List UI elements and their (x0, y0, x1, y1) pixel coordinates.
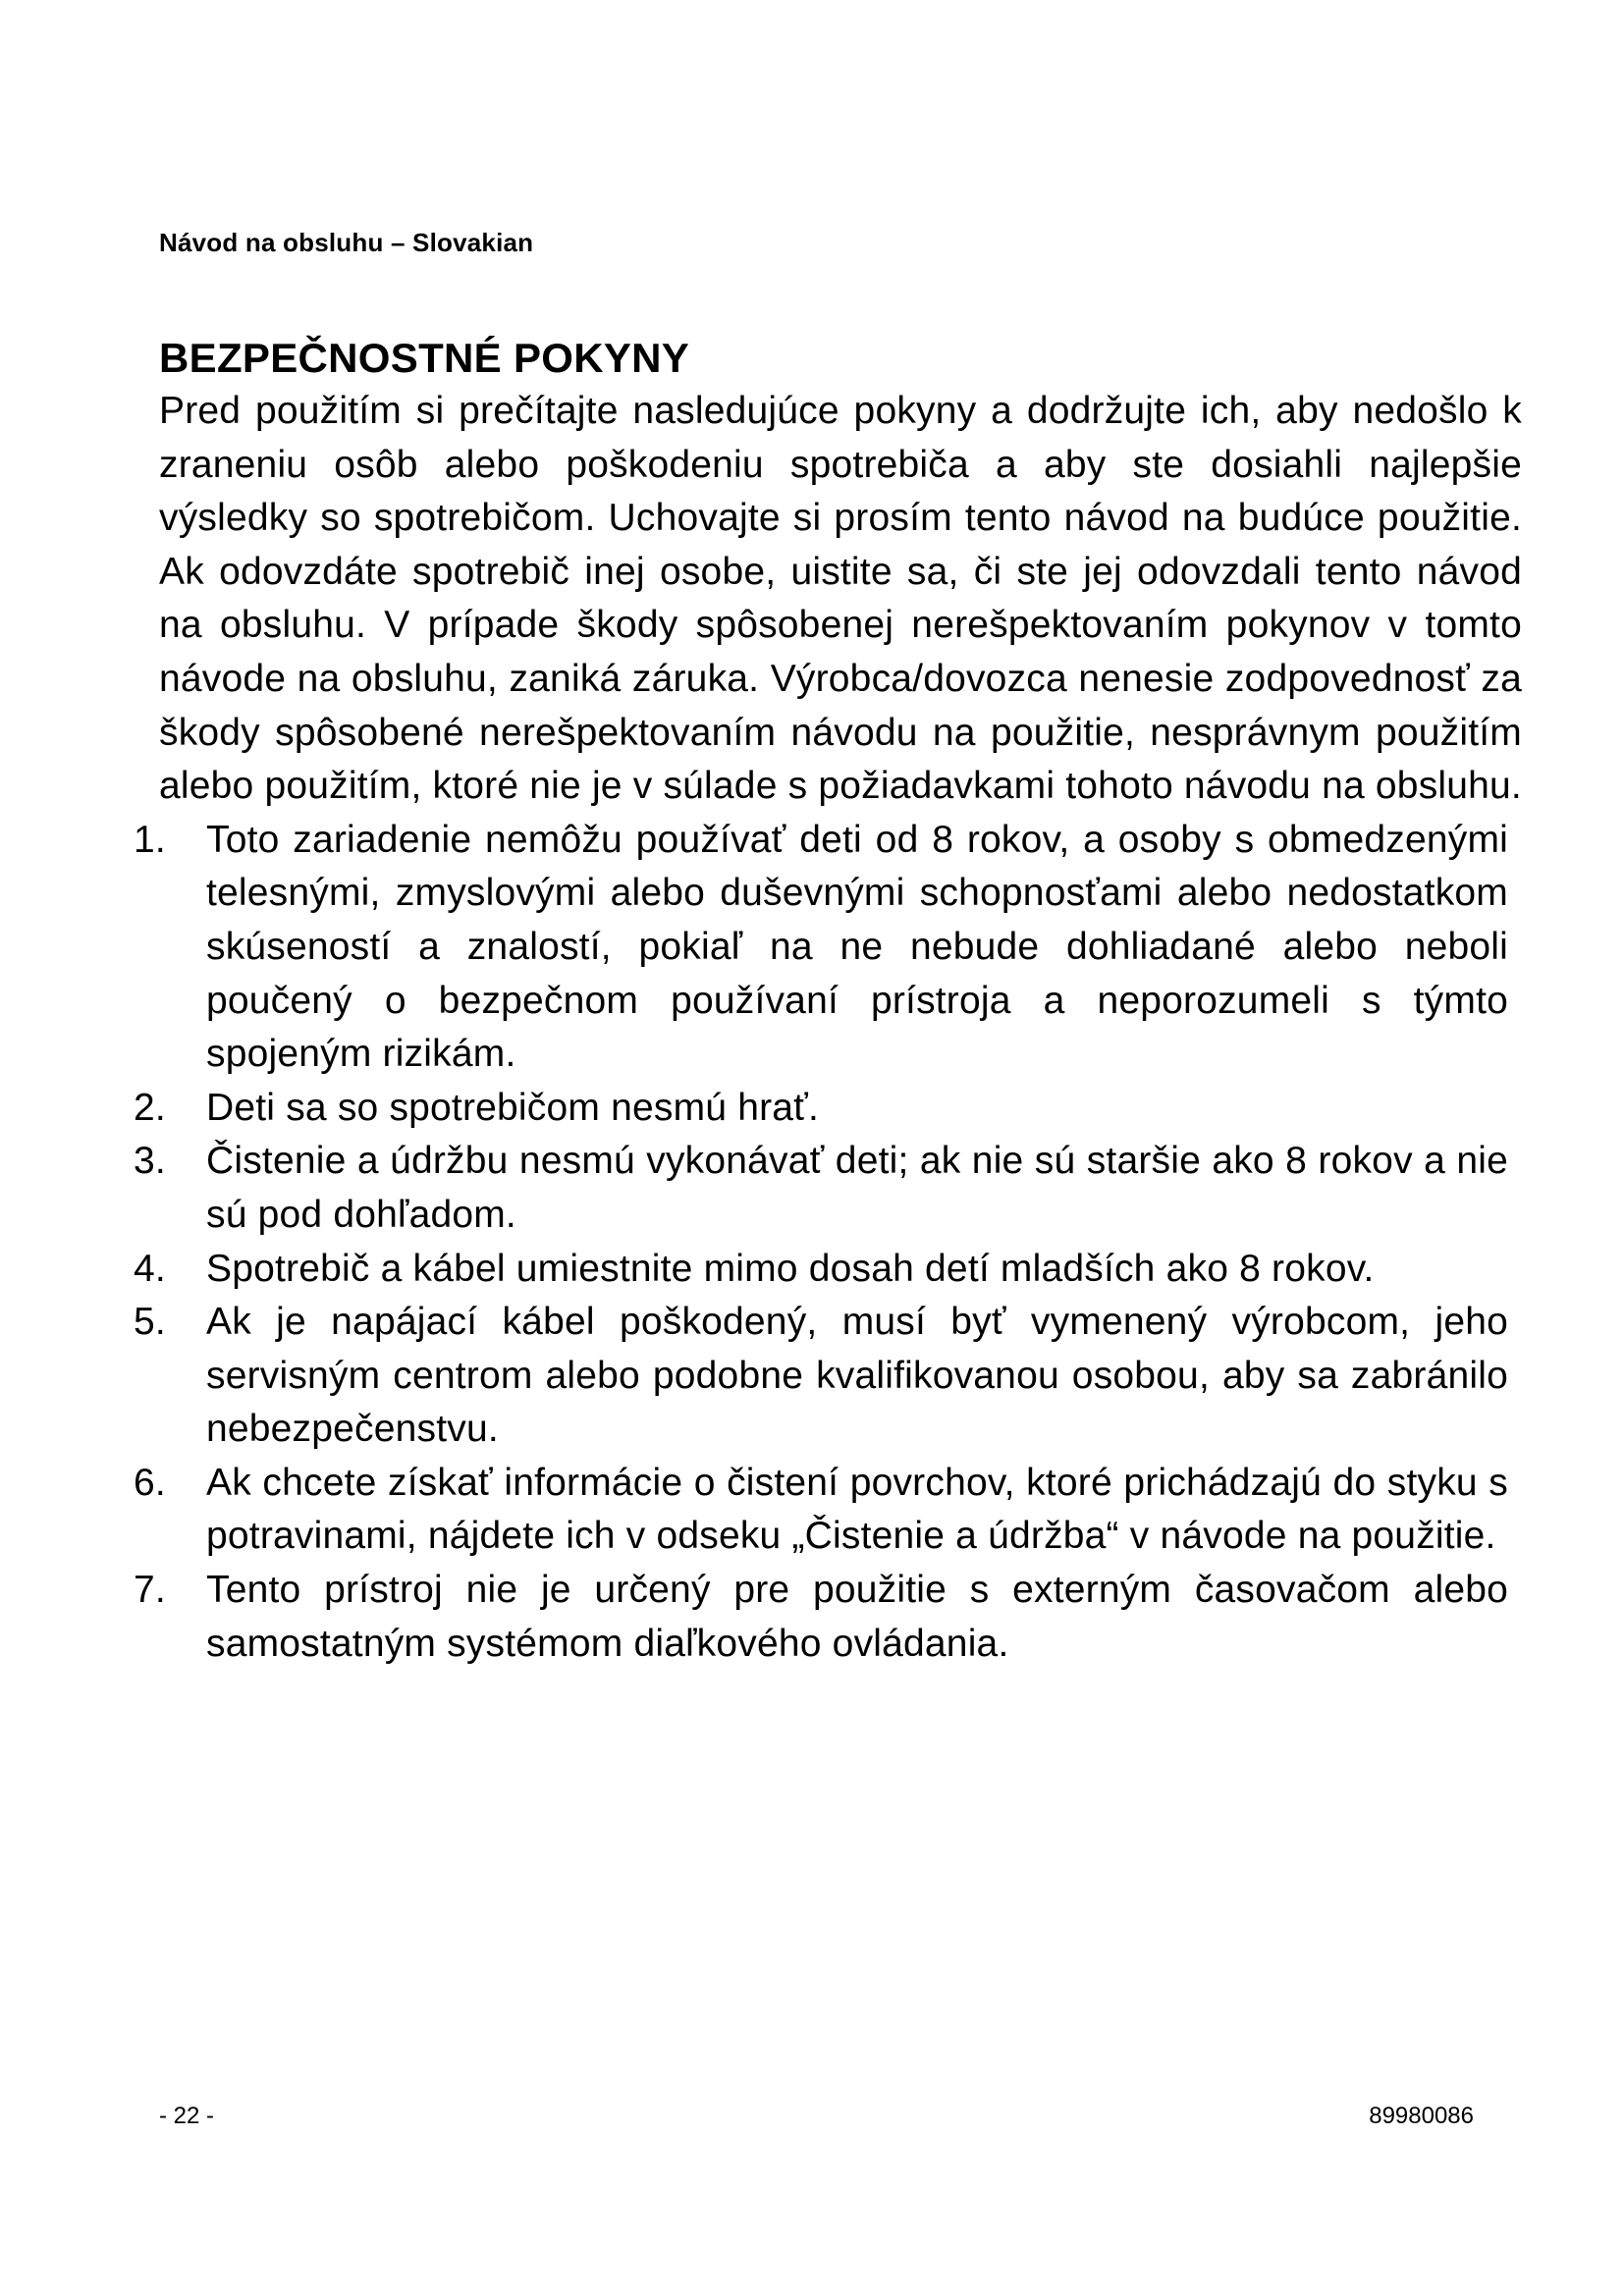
list-item (134, 1243, 1522, 1297)
list-item-number: 1. (134, 818, 166, 861)
list-item-text: Ak chcete získať informácie o čistení povrchov, ktoré prichádzajú do styku s potravinami, nájdete ich v odseku „Čistenie a údržba“ v návode na použitie. (206, 1461, 1508, 1558)
list-item-number: 5. (134, 1301, 166, 1344)
list-item-number: 6. (134, 1461, 166, 1504)
list-item-number: 3. (134, 1140, 166, 1183)
list-item-number: 4. (134, 1247, 166, 1290)
list-item-text: Toto zariadenie nemôžu používať deti od 8 rokov, a osoby s obmedzenými telesnými, zmyslovými alebo duševnými schopnosťami alebo nedostatkom skúseností a znalostí, pokiaľ na ne nebude dohliadané alebo neboli poučený o bezpečnom používaní prístroja a neporozumeli s týmto spojeným rizikám. (206, 818, 1508, 1076)
safety-rules-list (134, 814, 1522, 1672)
safety-instructions-section (134, 332, 1522, 1671)
list-item-text: Tento prístroj nie je určený pre použitie s externým časovačom alebo samostatným systémom diaľkového ovládania. (206, 1569, 1508, 1665)
section-title: BEZPEČNOSTNÉ POKYNY (159, 335, 690, 381)
list-item-text: Spotrebič a kábel umiestnite mimo dosah detí mladších ako 8 rokov. (206, 1247, 1375, 1290)
document-code: 89980086 (1369, 2103, 1474, 2129)
list-item-text: Čistenie a údržbu nesmú vykonávať deti; ak nie sú staršie ako 8 rokov a nie sú pod dohľadom. (206, 1140, 1508, 1236)
document-header-label: Návod na obsluhu – Slovakian (159, 228, 534, 257)
intro-paragraph: Pred použitím si prečítajte nasledujúce pokyny a dodržujte ich, aby nedošlo k zraneniu osôb alebo poškodeniu spotrebiča a aby ste dosiahli najlepšie výsledky so spotrebičom. Uchovajte si prosím tento návod na budúce použitie. Ak odovzdáte spotrebič inej osobe, uistite sa, či ste jej odovzdali tento návod na obsluhu. V prípade škody spôsobenej nerešpektovaním pokynov v tomto návode na obsluhu, zaniká záruka. Výrobca/dovozca nenesie zodpovednosť za škody spôsobené nerešpektovaním návodu na použitie, nesprávnym použitím alebo použitím, ktoré nie je v súlade s požiadavkami tohoto návodu na obsluhu. (159, 390, 1522, 808)
list-item-text: Ak je napájací kábel poškodený, musí byť vymenený výrobcom, jeho servisným centrom alebo podobne kvalifikovanou osobou, aby sa zabránilo nebezpečenstvu. (206, 1301, 1508, 1451)
list-item (134, 814, 1522, 1082)
list-item-text: Deti sa so spotrebičom nesmú hrať. (206, 1086, 820, 1129)
list-item (134, 1296, 1522, 1457)
list-item (134, 1082, 1522, 1136)
page-number: - 22 - (159, 2103, 215, 2129)
list-item (134, 1135, 1522, 1242)
list-item (134, 1457, 1522, 1564)
list-item (134, 1564, 1522, 1671)
list-item-number: 2. (134, 1086, 166, 1129)
list-item-number: 7. (134, 1569, 166, 1612)
